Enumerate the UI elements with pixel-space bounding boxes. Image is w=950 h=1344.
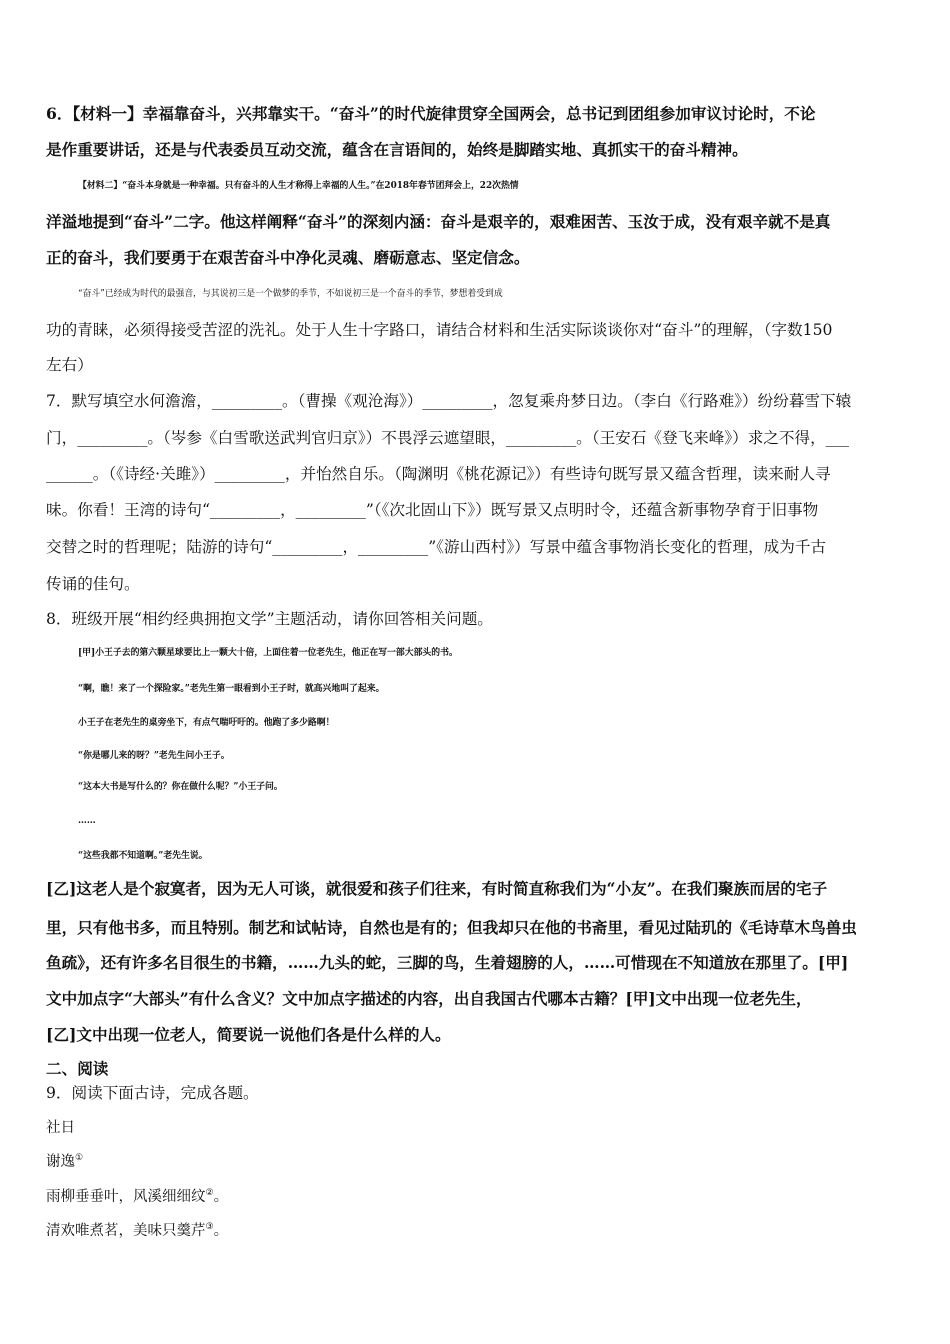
q6-line-6: “奋斗”已经成为时代的最强音，与其说初三是一个做梦的季节，不如说初三是一个奋斗的季节，梦想着受到成 (78, 289, 503, 299)
section-heading: 二、阅读 (46, 1059, 109, 1078)
q8-yi-line-5: [乙]文中出现一位老人，简要说一说他们各是什么样的人。 (46, 1025, 451, 1044)
q6-line-7: 功的青睐，必须得接受苦涩的洗礼。处于人生十字路口，请结合材料和生活实际谈谈你对“奋斗”的理解，（字数150 (46, 321, 833, 339)
q8-jia-line-5: “这本大书是写什么的？你在做什么呢？”小王子问。 (78, 782, 283, 792)
q8-jia-line-2: “啊，瞧！来了一个探险家。”老先生第一眼看到小王子时，就高兴地叫了起来。 (78, 684, 385, 694)
poem-line-2 (46, 1221, 916, 1241)
q8-jia-line-4: “你是哪儿来的呀？”老先生问小王子。 (78, 751, 230, 761)
footnote-marker-2: ② (205, 1188, 214, 1199)
poem-title: 社日 (46, 1120, 75, 1136)
q7-line-6: 传诵的佳句。 (46, 575, 140, 593)
poem-line-1-end: 。 (213, 1189, 229, 1205)
poem-author-name: 谢逸 (46, 1154, 75, 1170)
poem-line-2-end: 。 (213, 1223, 229, 1239)
q9-prompt: 9．阅读下面古诗，完成各题。 (46, 1084, 259, 1102)
q7-line-4: 味。你看！王湾的诗句“_________，_________”（《次北固山下》）既写景又点明时令，还蕴含新事物孕育于旧事物 (46, 501, 819, 519)
q8-yi-line-1: [乙]这老人是个寂寞者，因为无人可谈，就很爱和孩子们往来，有时简直称我们为“小友”。在我们聚族而居的宅子 (46, 879, 828, 898)
q6-line-1: 6．【材料一】幸福靠奋斗，兴邦靠实干。“奋斗”的时代旋律贯穿全国两会，总书记到团组参加审议讨论时，不论 (46, 104, 816, 123)
poem-line-1-text: 雨柳垂垂叶，风溪细细纹 (46, 1189, 206, 1205)
footnote-marker-1: ① (75, 1153, 84, 1164)
poem-author (46, 1152, 916, 1172)
q7-line-2: 门，_________。（岑参《白雪歌送武判官归京》）不畏浮云遮望眼，_________。（王安石《登飞来峰》）求之不得，___ (46, 429, 850, 447)
q8-jia-line-6: …… (78, 816, 96, 826)
q7-line-1: 7．默写填空水何澹澹，_________。（曹操《观沧海》）_________，忽复乘舟梦日边。（李白《行路难》）纷纷暮雪下辕 (46, 392, 852, 410)
poem-line-2-text: 清欢唯煮茗，美味只羹芹 (46, 1223, 206, 1239)
q8-yi-line-4: 文中加点字“大部头”有什么含义？文中加点字描述的内容，出自我国古代哪本古籍？[甲]文中出现一位老先生， (46, 989, 812, 1008)
q8-yi-line-3: 鱼疏》，还有许多名目很生的书籍，……九头的蛇，三脚的鸟，生着翅膀的人，……可惜现在不知道放在那里了。[甲] (46, 953, 849, 972)
q6-line-4: 洋溢地提到“奋斗”二字。他这样阐释“奋斗”的深刻内涵：奋斗是艰辛的，艰难困苦、玉汝于成，没有艰辛就不是真 (46, 212, 831, 231)
q6-line-5: 正的奋斗，我们要勇于在艰苦奋斗中净化灵魂、磨砺意志、坚定信念。 (46, 248, 530, 267)
q6-line-8: 左右） (46, 356, 93, 374)
q6-line-2: 是作重要讲话，还是与代表委员互动交流，蕴含在言语间的，始终是脚踏实地、真抓实干的奋斗精神。 (46, 140, 748, 159)
q7-line-5: 交替之时的哲理呢；陆游的诗句“_________，_________”《游山西村》）写景中蕴含事物消长变化的哲理，成为千古 (46, 538, 827, 556)
poem-line-1 (46, 1187, 916, 1207)
q8-yi-line-2: 里，只有他书多，而且特别。制艺和试帖诗，自然也是有的；但我却只在他的书斋里，看见过陆玑的《毛诗草木鸟兽虫 (46, 918, 857, 937)
q8-jia-line-7: “这些我都不知道啊。”老先生说。 (78, 851, 208, 861)
q8-jia-line-3: 小王子在老先生的桌旁坐下，有点气喘吁吁的。他跑了多少路啊！ (78, 718, 335, 728)
q7-line-3: ______。（《诗经·关雎》）_________，并怡然自乐。（陶渊明《桃花源记》）有些诗句既写景又蕴含哲理，读来耐人寻 (46, 465, 831, 483)
q8-jia-line-1: [甲]小王子去的第六颗星球要比上一颗大十倍，上面住着一位老先生，他正在写一部大部头的书。 (78, 648, 458, 658)
footnote-marker-3: ③ (205, 1222, 214, 1233)
q6-line-3: 【材料二】“奋斗本身就是一种幸福。只有奋斗的人生才称得上幸福的人生。”在2018年春节团拜会上，22次热情 (78, 181, 519, 191)
q8-intro: 8．班级开展“相约经典拥抱文学”主题活动，请你回答相关问题。 (46, 610, 493, 628)
